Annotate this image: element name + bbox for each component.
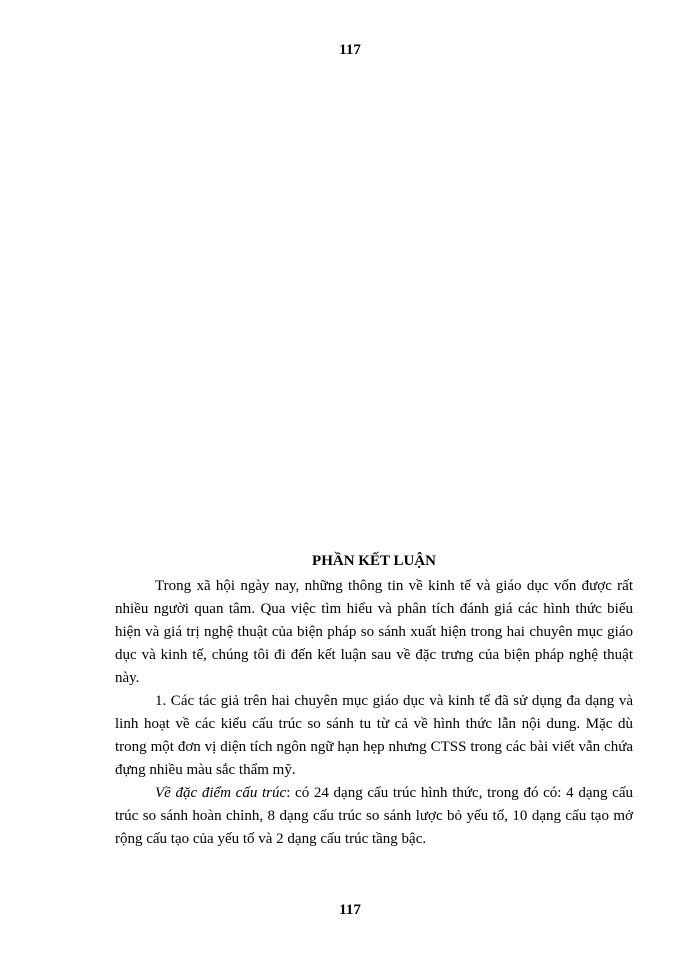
paragraph-point-1: 1. Các tác giả trên hai chuyên mục giáo dục và kinh tế đã sử dụng đa dạng và linh hoạt về các kiểu cấu trúc so sánh tu từ cả về hình thức lẫn nội dung. Mặc dù trong một đơn vị diện tích ngôn ngữ hạn hẹp nhưng CTSS trong các bài viết vẫn chứa đựng nhiều màu sắc thẩm mỹ. — [115, 693, 633, 778]
structure-lead-italic: Về đặc điểm cấu trúc — [155, 785, 287, 801]
page-number-top: 117 — [339, 42, 361, 58]
section-title: PHẦN KẾT LUẬN — [312, 553, 436, 569]
document-body — [115, 550, 633, 851]
structure-text: : có 24 dạng cấu trúc hình thức, trong đó có: 4 dạng cấu trúc so sánh hoàn chỉnh, 8 dạng cấu trúc so sánh lược bỏ yếu tố, 10 dạng cấu tạo mở rộng cấu tạo của yếu tố và 2 dạng cấu trúc tầng bậc. — [115, 785, 633, 847]
paragraph-intro: Trong xã hội ngày nay, những thông tin về kinh tế và giáo dục vốn được rất nhiều người quan tâm. Qua việc tìm hiểu và phân tích đánh giá các hình thức biểu hiện và giá trị nghệ thuật của biện pháp so sánh xuất hiện trong hai chuyên mục giáo dục và kinh tế, chúng tôi đi đến kết luận sau về đặc trưng của biện pháp nghệ thuật này. — [115, 578, 633, 686]
paragraph-structure — [115, 782, 633, 851]
page-number-bottom: 117 — [339, 902, 361, 918]
